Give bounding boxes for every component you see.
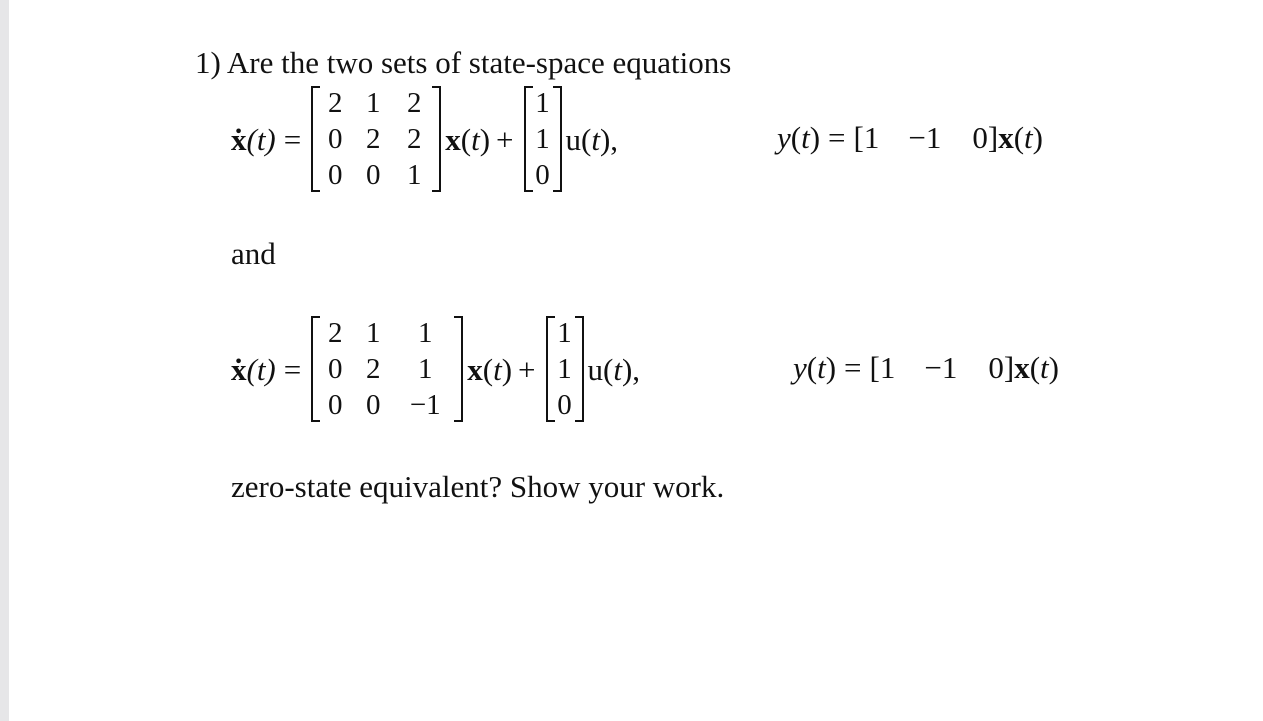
system2-equals: = bbox=[283, 351, 302, 387]
system2-u-arg: (t), bbox=[603, 351, 641, 387]
system2-y: y bbox=[793, 350, 807, 385]
system1-x-arg: (t) bbox=[460, 121, 491, 157]
system1-equals: = bbox=[283, 121, 302, 157]
system1-y-equals: = bbox=[828, 120, 846, 155]
system1-y: y bbox=[777, 120, 791, 155]
system1-y-arg: (t) bbox=[790, 120, 821, 155]
system2-vector-B: 1 1 0 bbox=[546, 316, 584, 422]
connector-and: and bbox=[231, 236, 276, 271]
system1-lhs-arg: (t) bbox=[246, 121, 276, 157]
system2-x-term: x bbox=[467, 351, 483, 387]
document-page bbox=[9, 0, 1263, 721]
system2-cx-arg: (t) bbox=[1029, 350, 1059, 385]
system1-vector-B: 1 1 0 bbox=[524, 86, 562, 192]
question-intro-text: Are the two sets of state-space equations bbox=[226, 45, 732, 80]
system2-x-arg: (t) bbox=[482, 351, 513, 387]
system2-y-arg: (t) bbox=[806, 350, 837, 385]
left-gutter bbox=[0, 0, 9, 721]
system2-output-equation bbox=[793, 352, 1059, 383]
system1-plus: + bbox=[496, 121, 514, 157]
system1-x-term: x bbox=[445, 121, 461, 157]
system2-state-equation bbox=[231, 316, 640, 422]
system2-lhs-x: x bbox=[231, 351, 247, 387]
system1-state-equation bbox=[231, 86, 618, 192]
system2-u-term: u bbox=[587, 351, 604, 387]
question-closing: zero-state equivalent? Show your work. bbox=[231, 469, 725, 504]
system2-lhs-arg: (t) bbox=[246, 351, 276, 387]
system2-matrix-A: 2 1 1 0 2 1 0 0 −1 bbox=[311, 316, 463, 422]
question-number: 1) bbox=[195, 45, 221, 80]
system1-u-arg: (t), bbox=[581, 121, 619, 157]
system1-cx-term: x bbox=[998, 120, 1014, 155]
system2-plus: + bbox=[518, 351, 536, 387]
system2-y-equals: = bbox=[844, 350, 862, 385]
system2-cx-term: x bbox=[1014, 350, 1030, 385]
system1-lhs-x: x bbox=[231, 121, 247, 157]
system1-row-C: [ 1 −1 0 ] bbox=[853, 120, 999, 155]
system1-u-term: u bbox=[565, 121, 582, 157]
system1-output-equation bbox=[777, 122, 1043, 153]
system1-matrix-A: 2 1 2 0 2 2 0 0 1 bbox=[311, 86, 441, 192]
system2-row-C: [ 1 −1 0 ] bbox=[869, 350, 1015, 385]
system1-cx-arg: (t) bbox=[1013, 120, 1043, 155]
question-intro bbox=[195, 47, 731, 78]
